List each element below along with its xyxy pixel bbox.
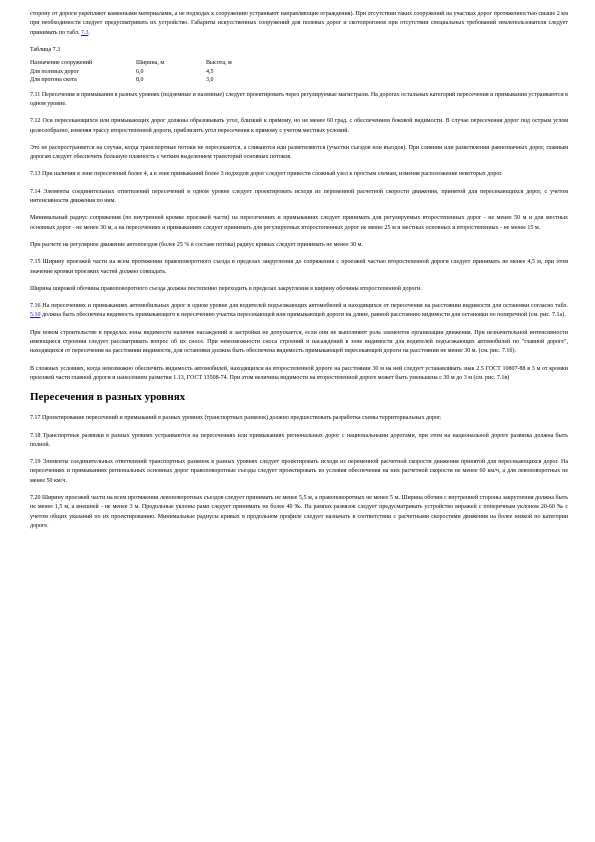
table-row	[30, 76, 272, 85]
paragraph-7-14: 7.14 Элементы соединительных ответвлений пересечений в одном уровне следует проектировать исходя из переменной расчетной скорости движения, принятой для пересекающихся дорог, с учетом интенсивности движения по ним.	[30, 188, 568, 205]
paragraph-7-16	[30, 302, 568, 321]
table-cell: Для полевых дорог	[30, 68, 80, 75]
table-5-10-link[interactable]: 5.10	[30, 312, 41, 319]
section-title: Пересечения в разных уровнях	[30, 391, 186, 404]
paragraph-7-14-trucks: При расчете на регулярное движение автопоездов (более 25 % в составе потока) радиус кривых следует принимать не менее 30 м.	[30, 241, 363, 248]
table-7-3-link[interactable]: 7.3	[80, 29, 89, 36]
table-cell: 6,0	[136, 68, 144, 75]
paragraph-7-12-note: Это не распространяется на случаи, когда транспортные потоки не пересекаются, а сливаются или разветвляются (участки съездов или въездов). При слиянии или разветвлении равнозначных дорог, главным дорогам следует обеспечить большую плавность с четким выделением траекторий основных потоков.	[30, 144, 568, 161]
paragraph-7-20: 7.20 Ширину проезжей части на всем протяжении левоповоротных съездов следует принимать не менее 5,5 м, а правоповоротных не менее 5 м. Ширина обочин с внутренней стороны закругления должна быть не менее 1,5 м, а внешней - не менее 3 м. Продольные уклоны рамп следует принимать не более 40 ‰. На рампах развязок следует предусматривать устройство виражей с поперечным уклоном 20-60 ‰ с учетом общих указаний по их проектированию. Минимальные радиусы кривых в продольном профиле следует назначать в соответствии с расчетными скоростями движения на более низкой по категории дороге.	[30, 495, 568, 529]
table-header-cell: Ширина, м	[136, 60, 165, 67]
table-cell: 3,0	[206, 77, 214, 84]
paragraph-7-18: 7.18 Транспортные развязки в разных уровнях устраиваются на пересечениях или примыканиях региональных дорог с национальными дорогами, при этом на национальной дороге развязка должна быть полной.	[30, 432, 568, 448]
table-cell: Для прогона скота	[30, 77, 77, 84]
paragraph-7-19: 7.19 Элементы соединительных ответвлений транспортных развязок в разных уровнях следует проектировать исходя из переменной расчетной скорости движения принятой для пересекающихся дорог. На пересечениях и примыканиях региональных основных дорог правоповоротные съезды следует проектировать из условия обеспечения на них расчетной скорости не менее 60 км/ч, а для левоповоротных не менее 50 км/ч.	[30, 459, 568, 484]
paragraph-7-11: 7.11 Пересечения и примыкания в разных уровнях (подземные и наземные) следует проектировать через регулируемые магистрали. На дорогах остальных категорий пересечения и примыкания устраиваются в одном уровне.	[30, 91, 568, 107]
paragraph-7-14-radius: Минимальный радиус сопряжения (по внутренней кромке проезжей части) на пересечениях и примыканиях следует принимать для регулируемых второстепенных дорог - не менее 50 м и для местных основных дорог - не менее 30 м, а на пересечениях и примыканиях следует принимать для регулируемых второстепенных дорог не менее 25 м и местных основных и второстепенных - не менее 15 м.	[30, 215, 568, 231]
table-caption: Таблица 7.3	[30, 46, 61, 53]
table-header-cell: Назначение сооружений	[30, 60, 93, 67]
paragraph-7-15-shoulder: Ширина широкой обочины правоповоротного съезда должна постепенно переходить в пределах закругления в ширину обочины второстепенной дороги.	[30, 285, 422, 292]
p716-text-end: должна быть обеспечена видимость примыкающего к пересечению участка пересекающей или примыкающей дороги на длине, равной расстоянию видимости для остановки по поперечной (см. рис. 7.1а).	[40, 312, 566, 319]
paragraph-7-17: 7.17 Проектирование пересечений и примыканий в разных уровнях (транспортных развязок) должно предшествовать разработка схемы территориальных дорог.	[30, 415, 442, 422]
table-header-row	[30, 59, 272, 68]
intro-text-end: .	[88, 29, 90, 36]
table-7-3	[30, 59, 272, 85]
paragraph-7-16-difficult: В сложных условиях, когда невозможно обеспечить видимость автомобилей, находящихся на второстепенной дороге на расстоянии 30 м на ней следует устанавливать знак 2.5 ГОСТ 10807-88 в 3 м от кромки проезжей части главной дороги и нанесением разметки 1.13, ГОСТ 13508-74. При этом величина видимости на второстепенной дороге может быть уменьшена с 30 м до 3 м (см. рис. 7.1в)	[30, 365, 568, 381]
intro-paragraph	[30, 10, 568, 38]
paragraph-7-16-visibility: При новом строительстве в пределах зоны видимости наличие насаждений и застройки не допускается, если они не выполняют роль элементов организации движения. При незначительной интенсивности имеющиеся строения следует рассматривать вопрос об их сносе. При невозможности сноса строений и насаждений в зоне видимости для водителей подъезжающих автомобилей по "главной дороге", находящихся от пересечения на расстоянии видимости, для остановки должна быть обеспечена видимость примыкающей пересекающей дороги на расстоянии не менее 30 м. (см. рис. 7.1б).	[30, 329, 568, 355]
paragraph-7-15: 7.15 Ширину проезжей части на всем протяжении правоповоротного съезда в пределах закругления до сопряжения с проезжей частью второстепенной дороги следует принимать не менее 4,5 м, при этом значение кромки проезжих частей должно совпадать.	[30, 259, 568, 275]
table-cell: 8,0	[136, 77, 144, 84]
table-row	[30, 68, 272, 77]
document-page	[30, 10, 568, 539]
paragraph-7-12: 7.12 Оси пересекающихся или примыкающих дорог должны образовывать угол, близкий к прямому, но не менее 60 град. с обеспечением боковой видимости. В случае пересечения дорог под острым углом целесообразно, изменяя трассу второстепенной дороги, приблизить угол пересечения к прямому с учетом местных условий.	[30, 118, 568, 134]
paragraph-7-13: 7.13 При наличии в зоне пересечений более 4, а в зоне примыканий более 3 подходов дорог следует привести сложный узел к простым схемам, изменяя расположение некоторых дорог.	[30, 171, 503, 178]
table-cell: 4,5	[206, 68, 214, 75]
p716-text: 7.16 На пересечениях и примыканиях автомобильных дорог в одном уровне для водителей подъезжающих автомобилей и находящихся от пересечения на расстоянии видимости для остановки согласно табл.	[30, 303, 568, 310]
table-header-cell: Высота, м	[206, 60, 232, 67]
intro-text: сторону от дороги укрепляют каменными материалами, а не подходах к сооружению устраивают направляющие ограждения). При отсутствии таких сооружений на участках дорог протяженностью свыше 2 км при необходимости следует предусматривать их устройство. Габариты искусственных сооружений для полевых дорог и скотопрогонов при отсутствии специальных требований землепользователя следует принимать по табл.	[30, 11, 568, 36]
